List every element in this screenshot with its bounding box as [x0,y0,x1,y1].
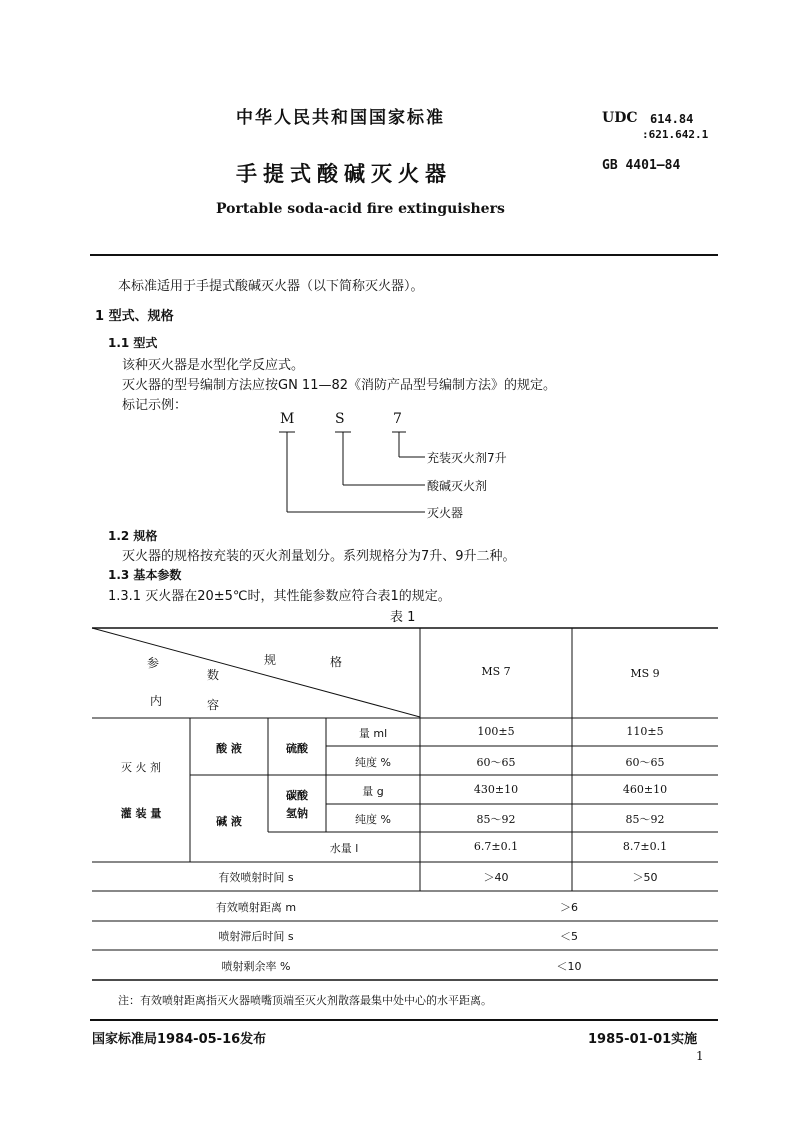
row-alkali-qty-item: 量 g [362,785,384,798]
udc-code-1: 614.84 [650,112,694,126]
hdr-gui: 规 [264,653,277,667]
section-1-1-p1: 该种灭火器是水型化学反应式。 [122,358,305,373]
code-letter-s: S [335,411,345,427]
hdr-ge: 格 [330,655,343,669]
section-1-2-heading: 1.2 规格 [108,529,158,543]
udc-label: UDC [602,110,638,126]
row-alkali-qty-ms9: 460±10 [622,783,668,796]
group-fill: 灌 装 量 [120,807,162,820]
row-residual-item: 喷射剩余率 % [221,960,291,973]
footer-rule [90,1019,718,1021]
page-number: 1 [696,1049,704,1063]
row-alkali-purity-ms9: 85～92 [625,813,665,826]
row-water-ms7: 6.7±0.1 [473,840,519,853]
standard-org: 中华人民共和国国家标准 [236,108,445,128]
code-label-capacity: 充装灭火剂7升 [427,451,507,465]
section-1-2-p1: 灭火器的规格按充装的灭火剂量划分。系列规格分为7升、9升二种。 [122,549,516,564]
row-spray-lag-value: ＜5 [560,930,578,943]
row-alkali-qty-ms7: 430±10 [473,783,519,796]
title-en: Portable soda-acid fire extinguishers [216,201,505,217]
section-1-1-heading: 1.1 型式 [108,336,158,350]
row-acid-purity-ms9: 60～65 [625,756,665,769]
code-label-agent: 酸碱灭火剂 [427,479,488,493]
title-cn: 手提式酸碱灭火器 [236,162,452,186]
effective-date: 1985-01-01实施 [588,1032,698,1047]
row-alkali-purity-item: 纯度 % [355,813,391,826]
row-alkali-purity-ms7: 85～92 [476,813,516,826]
hdr-can: 参 [147,656,160,670]
section-1-1-p2: 灭火器的型号编制方法应按GN 11—82《消防产品型号编制方法》的规定。 [122,378,557,393]
row-spray-time-ms9: ＞50 [632,871,658,884]
row-spray-distance-item: 有效喷射距离 m [215,901,297,914]
section-1-heading: 1 型式、规格 [95,309,174,324]
group-agent: 灭 火 剂 [121,761,161,774]
section-1-1-p3: 标记示例： [122,398,188,413]
table-note: 注：有效喷射距离指灭火器喷嘴顶端至灭火剂散落最集中处中心的水平距离。 [118,994,492,1007]
code-letter-m: M [280,411,295,427]
table-caption: 表 1 [390,610,416,625]
col-ms7: MS 7 [481,665,511,678]
row-acid-qty-item: 量 ml [358,727,388,740]
row-water-item: 水量 l [329,842,359,855]
code-digit-7: 7 [393,411,402,427]
row-spray-distance-value: ＞6 [560,901,578,914]
row-acid-purity-item: 纯度 % [355,756,391,769]
hdr-shu: 数 [207,668,220,682]
row-spray-lag-item: 喷射滞后时间 s [218,930,294,943]
hdr-nei: 内 [150,694,163,708]
intro-text: 本标准适用于手提式酸碱灭火器（以下简称灭火器）。 [118,279,424,294]
row-water-ms9: 8.7±0.1 [622,840,668,853]
section-1-3-1-text: 1.3.1 灭火器在20±5℃时，其性能参数应符合表1的规定。 [108,589,451,604]
sulfuric-acid-label: 硫酸 [286,742,308,755]
code-label-extinguisher: 灭火器 [427,506,464,520]
gb-number: GB 4401—84 [602,158,681,173]
row-spray-time-item: 有效喷射时间 s [218,871,294,884]
hdr-rong: 容 [207,698,220,712]
udc-code-2: :621.642.1 [642,128,709,141]
section-1-3-heading: 1.3 基本参数 [108,568,182,582]
col-ms9: MS 9 [630,667,660,680]
bicarbonate-label-1: 碳酸 [286,789,308,802]
acid-liquid-label: 酸 液 [216,742,242,755]
row-spray-time-ms7: ＞40 [483,871,509,884]
row-acid-qty-ms9: 110±5 [626,725,664,738]
row-acid-purity-ms7: 60～65 [476,756,516,769]
alkali-liquid-label: 碱 液 [216,815,242,828]
row-acid-qty-ms7: 100±5 [477,725,515,738]
row-residual-value: ＜10 [556,960,582,973]
bicarbonate-label-2: 氢钠 [286,807,308,820]
issue-date: 国家标准局1984-05-16发布 [92,1032,267,1047]
